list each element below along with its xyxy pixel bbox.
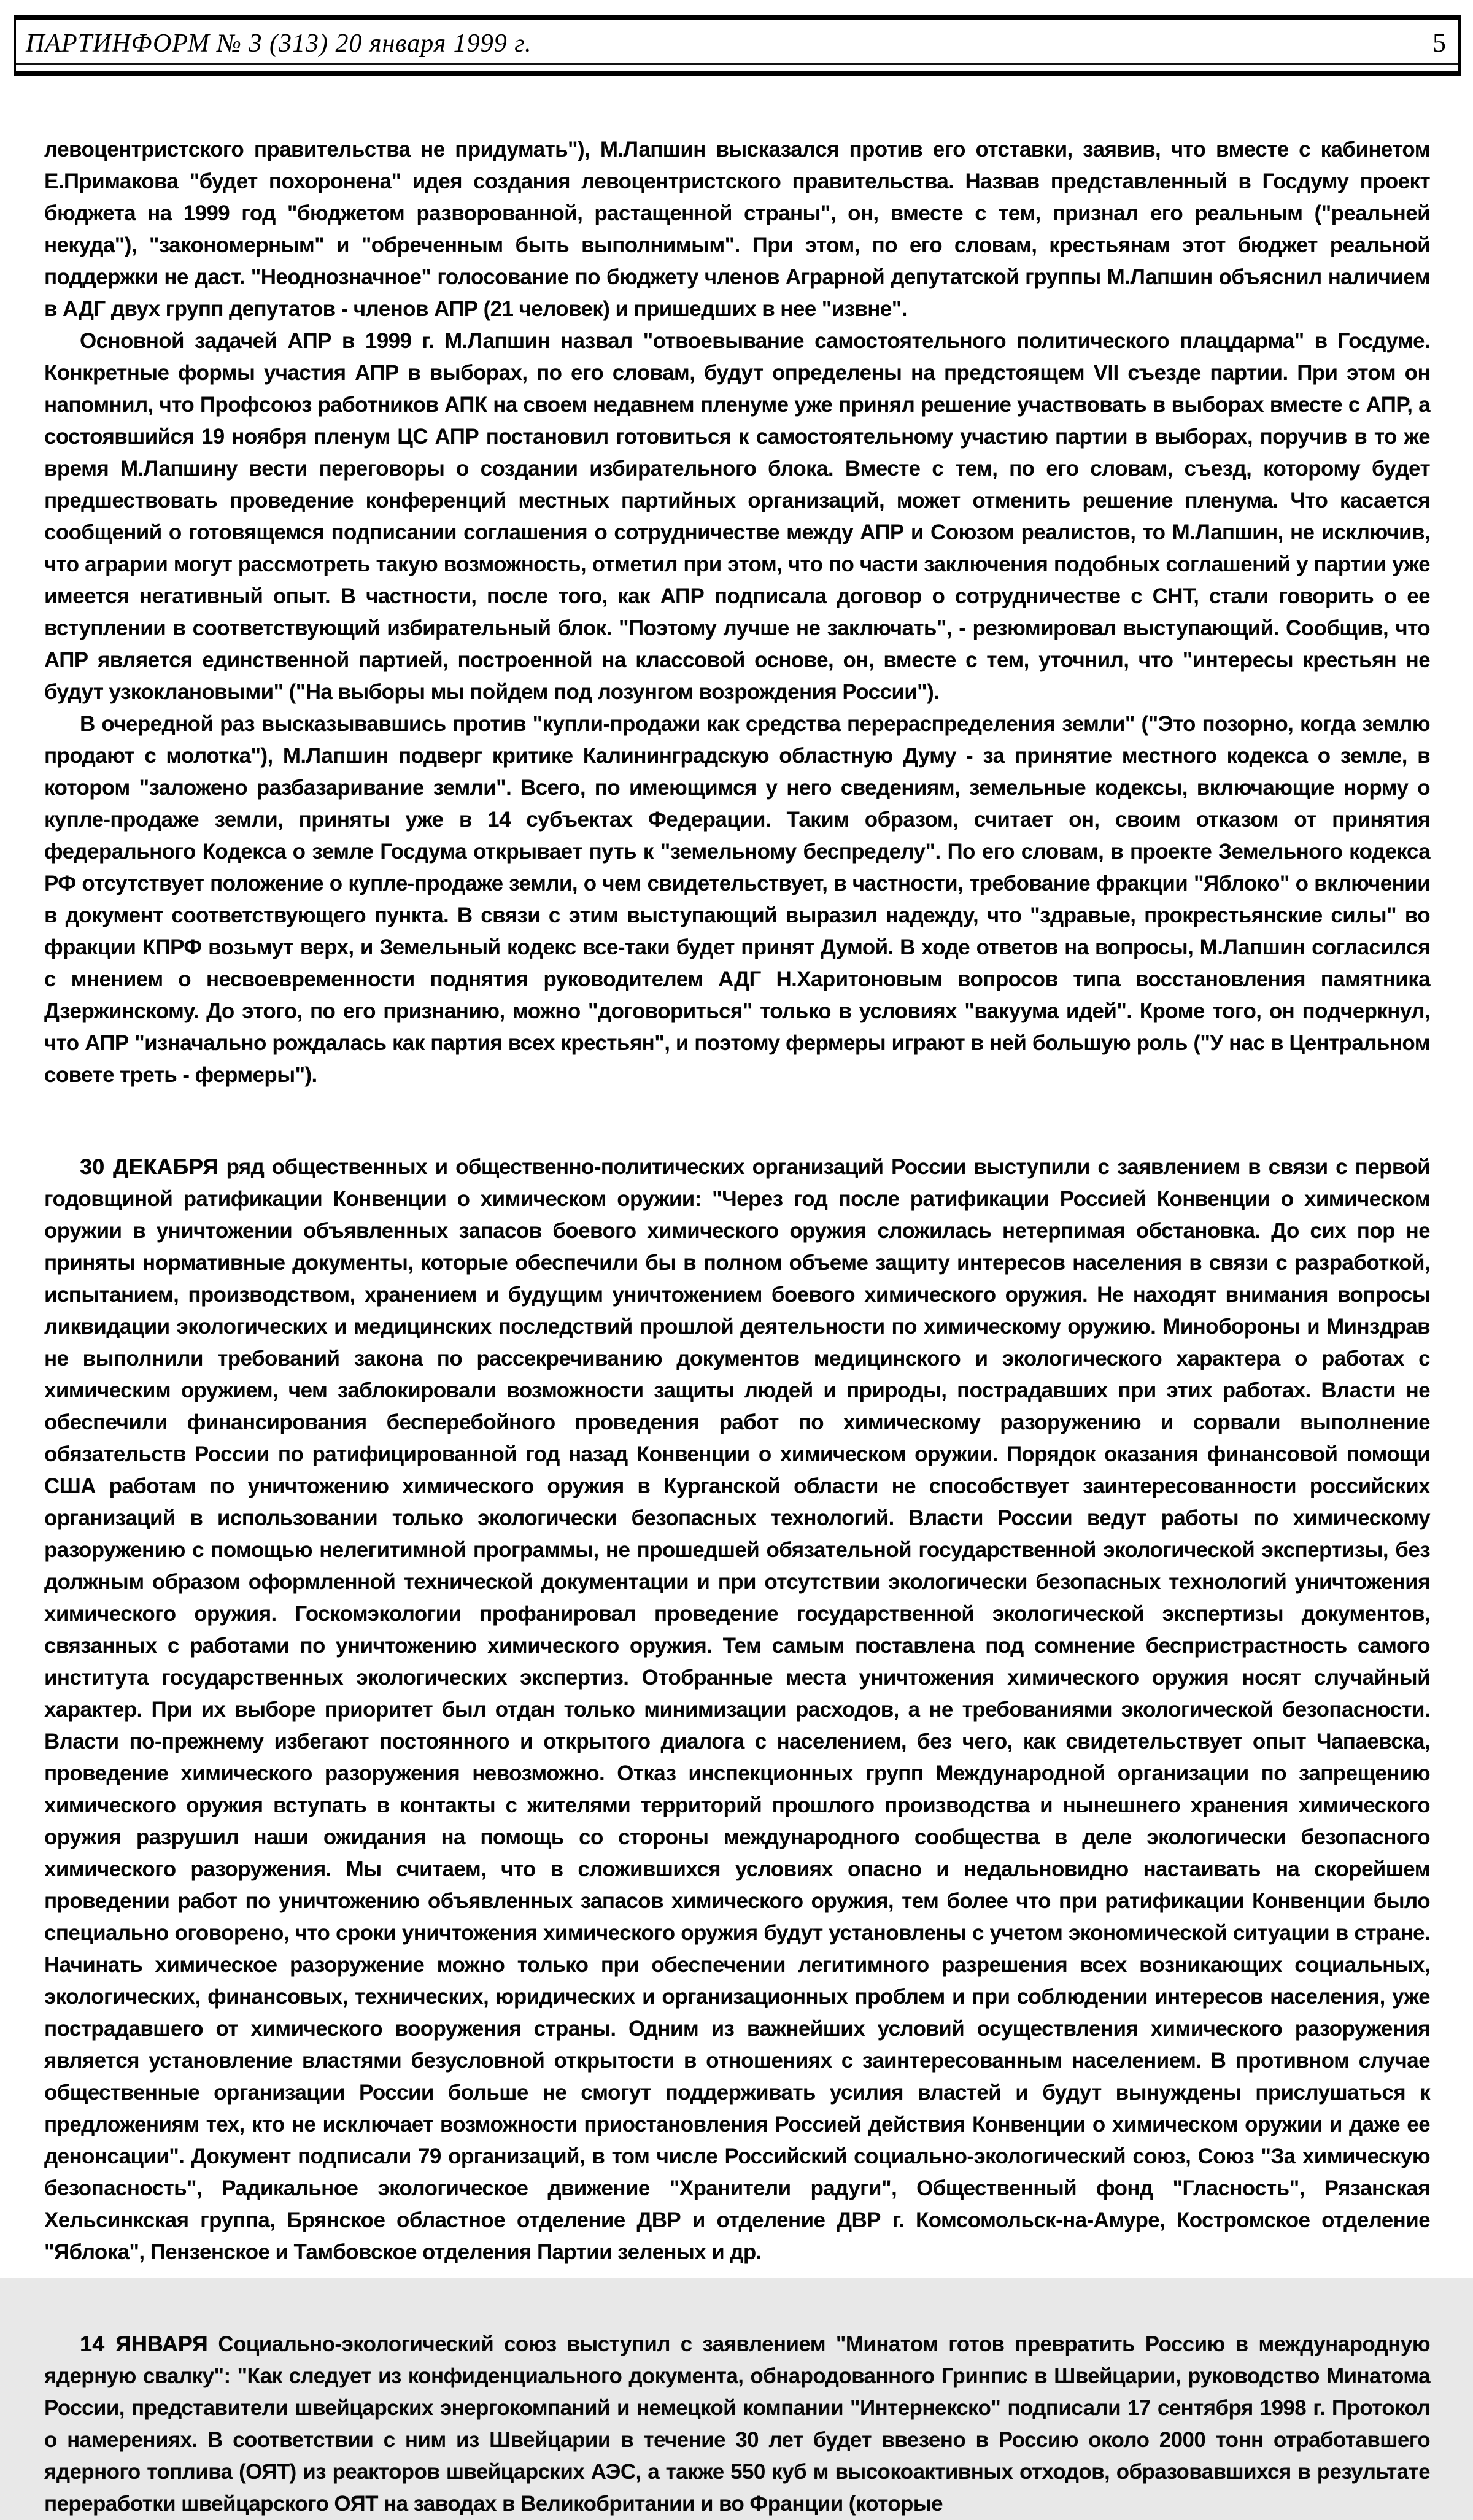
paragraph-lapshin-budget: левоцентристского правительства не придумать"), М.Лапшин высказался против его отставки, заявив, что вместе с кабинетом Е.Примакова "будет похоронена" идея создания левоцентристского правительства. Назвав представленный в Госдуму проект бюджета на 1999 год "бюджетом разворованной, растащенной страны", он, вместе с тем, признал его реальным ("реальней некуда"), "закономерным" и "обреченным быть выполнимым". При этом, по его словам, крестьянам этот бюджет реальной поддержки не даст. "Неоднозначное" голосование по бюджету членов Аграрной депутатской группы М.Лапшин объяснил наличием в АДГ двух групп депутатов - членов АПР (21 человек) и пришедших в нее "извне". [44,137,1430,321]
newsletter-title: ПАРТИНФОРМ № 3 (313) 20 января 1999 г. [26,29,532,58]
paragraph-chemical-weapons-text: ряд общественных и общественно-политических организаций России выступили с заявлением в связи с первой годовщиной ратификации Конвенции о химическом оружии: "Через год после ратификации Россией Конвенции о химическом оружии в уничтожении объявленных запасов боевого химического оружия сложилась нетерпимая обстановка. До сих пор не приняты нормативные документы, которые обеспечили бы в полном объеме защиту интересов населения в связи с разработкой, испытанием, производством, хранением и будущим уничтожением боевого химического оружия. Не находят внимания вопросы ликвидации экологических и медицинских последствий прошлой деятельности по химическому оружию. Минобороны и Минздрав не выполнили требований закона по рассекречиванию документов медицинского и экологического характера о работах с химическим оружием, чем заблокировали возможности защиты людей и природы, пострадавших при этих работах. Власти не обеспечили финансирования бесперебойного проведения работ по химическому разоружению и сорвали выполнение обязательств России по ратифицированной год назад Конвенции о химическом оружии. Порядок оказания финансовой помощи США работам по уничтожению химического оружия в Курганской области не способствует заинтересованности российских организаций в использовании только экологически безопасных технологий. Власти России ведут работы по химическому разоружению с помощью нелегитимной программы, не прошедшей обязательной государственной экологической экспертизы, без должным образом оформленной технической документации и при отсутствии экологически безопасных технологий уничтожения химического оружия. Госкомэкологии профанировал проведение государственной экологической экспертизы документов, связанных с работами по уничтожению химического оружия. Тем самым поставлена под сомнение беспристрастность самого института государственных экологических экспертиз. Отобранные места уничтожения химического оружия носят случайный характер. При их выборе приоритет был отдан только минимизации расходов, а не требованиями экологической безопасности. Власти по-прежнему избегают постоянного и открытого диалога с населением, без чего, как свидетельствует опыт Чапаевска, проведение химического разоружения невозможно. Отказ инспекционных групп Международной организации по запрещению химического оружия вступать в контакты с жителями территорий прошлого производства и нынешнего хранения химического оружия разрушил наши ожидания на помощь со стороны международного сообщества в деле экологически безопасного химического разоружения. Мы считаем, что в сложившихся условиях опасно и недальновидно настаивать на скорейшем проведении работ по уничтожению объявленных запасов химического оружия, тем более что при ратификации Конвенции было специально оговорено, что сроки уничтожения химического оружия будут установлены с учетом экономической ситуации в стране. Начинать химическое разоружение можно только при обеспечении легитимного разрешения всех возникающих социальных, экологических, финансовых, технических, юридических и организационных проблем и при соблюдении интересов населения, уже пострадавшего от химического вооружения страны. Одним из важнейших условий осуществления химического разоружения является установление властями безусловной открытости в отношениях с заинтересованным населением. В противном случае общественные организации России больше не смогут поддерживать усилия властей и будут вынуждены прислушаться к предложениям тех, кто не исключает возможности приостановления Россией действия Конвенции о химическом оружии и даже ее денонсации". Документ подписали 79 организаций, в том числе Российский социально-экологический союз, Союз "За химическую безопасность", Радикальное экологическое движение "Хранители радуги", Общественный фонд "Гласность", Рязанская Хельсинкская группа, Брянское областное отделение ДВР и отделение ДВР г. Комсомольск-на-Амуре, Костромское отделение "Яблока", Пензенское и Тамбовское отделения Партии зеленых и др. [44,1155,1430,2264]
date-marker-30-december: 30 ДЕКАБРЯ [80,1155,218,1179]
paragraph-land-code: В очередной раз высказывавшись против "купли-продажи как средства перераспределения земли" ("Это позорно, когда землю продают с молотка"), М.Лапшин подверг критике Калининградскую областную Думу - за принятие местного кодекса о земле, в котором "заложено разбазаривание земли". Всего, по имеющимся у него сведениям, земельные кодексы, включающие норму о купле-продаже земли, приняты уже в 14 субъектах Федерации. Таким образом, считает он, своим отказом от принятия федерального Кодекса о земле Госдума открывает путь к "земельному беспределу". По его словам, в проекте Земельного кодекса РФ отсутствует положение о купле-продаже земли, о чем свидетельствует, в частности, требование фракции "Яблоко" о включении в документ соответствующего пункта. В связи с этим выступающий выразил надежду, что "здравые, прокрестьянские силы" во фракции КПРФ возьмут верх, и Земельный кодекс все-таки будет принят Думой. В ходе ответов на вопросы, М.Лапшин согласился с мнением о несвоевременности поднятия руководителем АДГ Н.Харитоновым вопросов типа восстановления памятника Дзержинскому. До этого, по его признанию, можно "договориться" только в условиях "вакуума идей". Кроме того, он подчеркнул, что АПР "изначально рождалась как партия всех крестьян", и поэтому фермеры играют в ней большую роль ("У нас в Центральном совете треть - фермеры"). [44,712,1430,1087]
paragraph-minatom-statement [44,2329,1430,2520]
paragraph-chemical-weapons-statement [44,1151,1430,2268]
page-header-row [16,20,1458,65]
page-number: 5 [1432,28,1446,58]
paragraph-minatom-text: Социально-экологический союз выступил с заявлением "Минатом готов превратить Россию в международную ядерную свалку": "Как следует из конфиденциального документа, обнародованного Гринпис в Швейцарии, руководство Минатома России, представители швейцарских энергокомпаний и немецкой компании "Интернекско" подписали 17 сентября 1998 г. Протокол о намерениях. В соответствии с ним из Швейцарии в течение 30 лет будет ввезено в Россию около 2000 тонн отработавшего ядерного топлива (ОЯТ) из реакторов швейцарских АЭС, а также 550 куб м высокоактивных отходов, образовавшихся в результате переработки швейцарского ОЯТ на заводах в Великобритании и во Франции (которые [44,2332,1430,2516]
paragraph-apr-tasks: Основной задачей АПР в 1999 г. М.Лапшин назвал "отвоевывание самостоятельного политического плацдарма" в Госдуме. Конкретные формы участия АПР в выборах, по его словам, будут определены на предстоящем VII съезде партии. При этом он напомнил, что Профсоюз работников АПК на своем недавнем пленуме уже принял решение участвовать в выборах вместе с АПР, а состоявшийся 19 ноября пленум ЦС АПР постановил готовиться к самостоятельному участию партии в выборах, поручив в то же время М.Лапшину вести переговоры о создании избирательного блока. Вместе с тем, по его словам, съезд, которому будет предшествовать проведение конференций местных партийных организаций, может отменить решение пленума. Что касается сообщений о готовящемся подписании соглашения о сотрудничестве между АПР и Союзом реалистов, то М.Лапшин, не исключив, что аграрии могут рассмотреть такую возможность, отметил при этом, что по части заключения подобных соглашений у партии уже имеется негативный опыт. В частности, после того, как АПР подписала договор о сотрудничестве с СНТ, стали говорить о ее вступлении в соответствующий избирательный блок. "Поэтому лучше не заключать", - резюмировал выступающий. Сообщив, что АПР является единственной партией, построенной на классовой основе, он, вместе с тем, уточнил, что "интересы крестьян не будут узкоклановыми" ("На выборы мы пойдем под лозунгом возрождения России"). [44,329,1430,704]
header-bottom-gap [16,65,1458,71]
article-text-column [44,134,1430,2520]
date-marker-14-january: 14 ЯНВАРЯ [80,2332,208,2356]
page-header [14,15,1461,76]
